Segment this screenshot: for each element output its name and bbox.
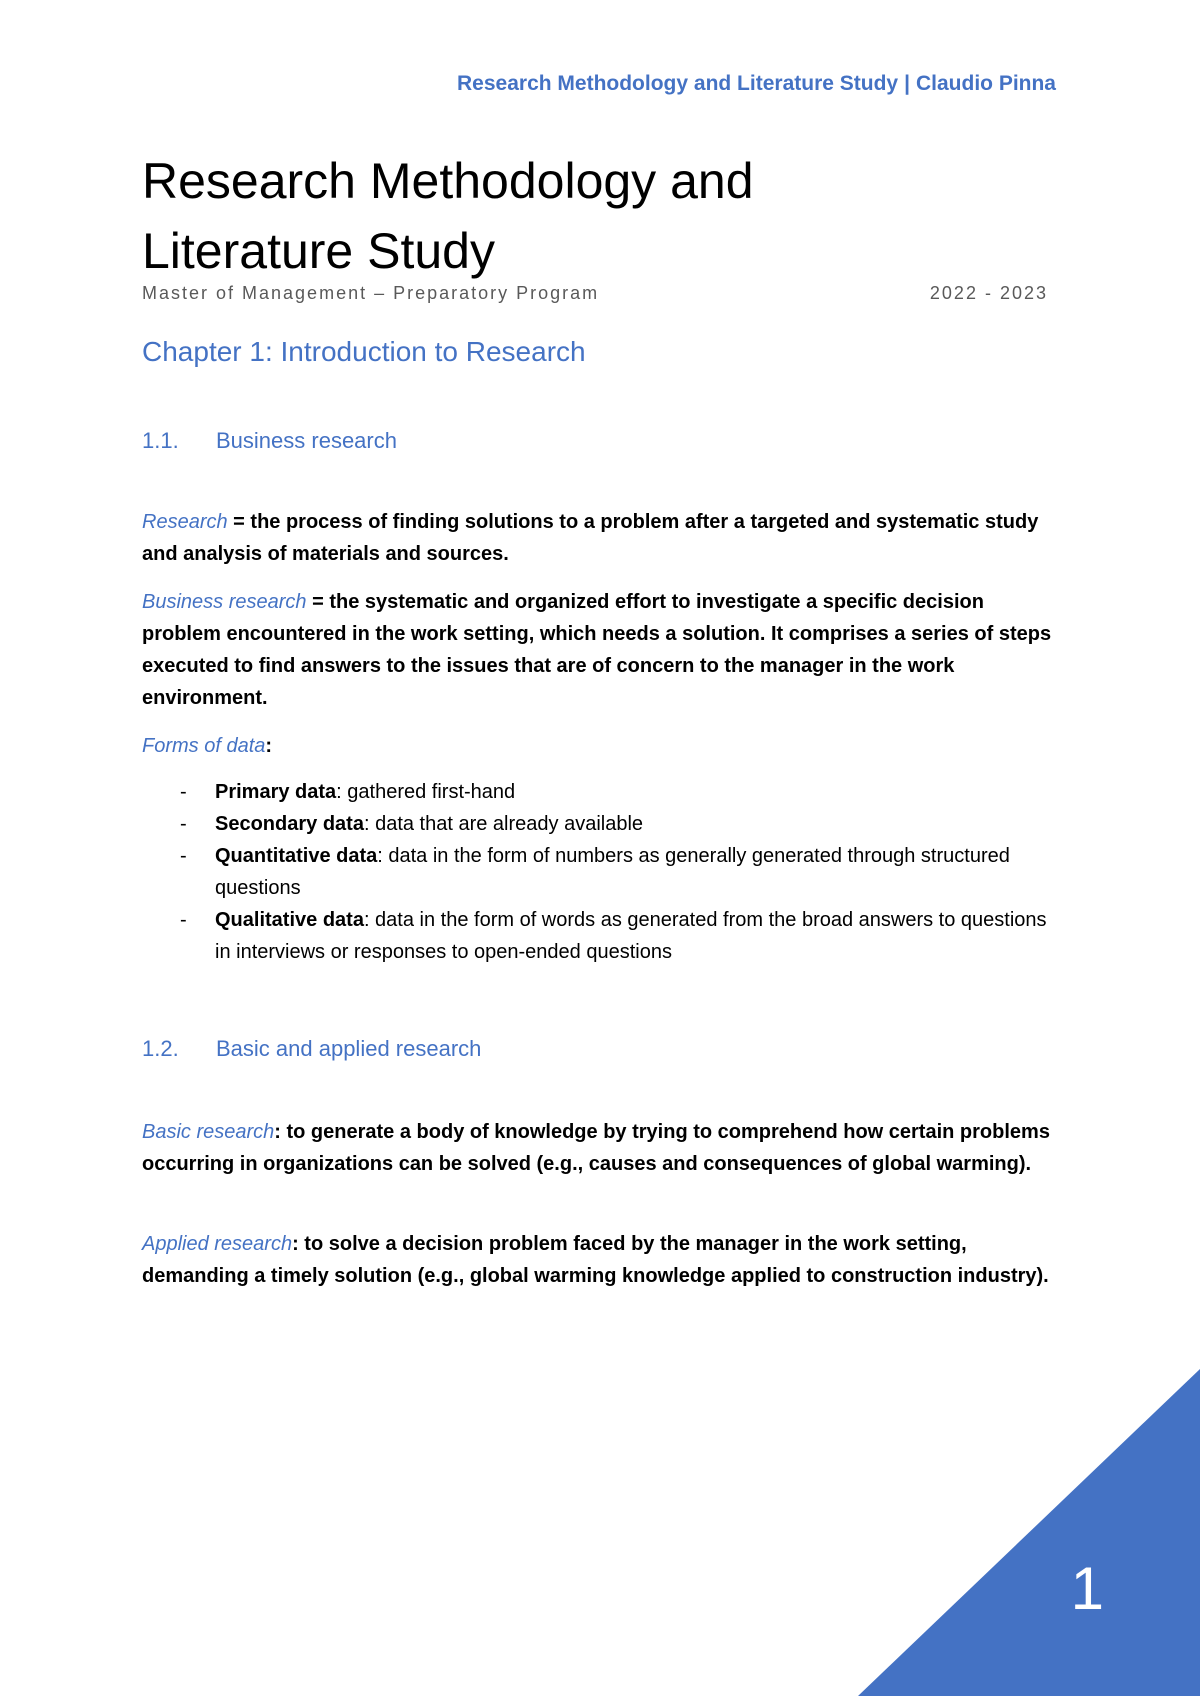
list-dash: - (180, 781, 187, 803)
definition-research (142, 506, 1052, 570)
definition-term: Forms of data (142, 735, 266, 757)
list-dash: - (180, 909, 187, 931)
list-item-description: : data in the form of words as generated from the broad answers to questions in interviews or responses to open-ended questions (215, 909, 1047, 963)
list-dash: - (180, 845, 187, 867)
page-number: 1 (1070, 1555, 1104, 1622)
list-item-description: : gathered first-hand (336, 781, 516, 803)
list-item (142, 776, 1052, 808)
document-title-line-2: Literature Study (142, 223, 495, 279)
definition-term: Basic research (142, 1121, 275, 1143)
definition-text: = the process of finding solutions to a problem after a targeted and systematic study and analysis of materials and sources. (142, 511, 1039, 565)
definition-applied-research (142, 1228, 1052, 1292)
definition-text: : to generate a body of knowledge by trying to comprehend how certain problems occurring in organizations can be solved (e.g., causes and consequences of global warming). (142, 1121, 1050, 1175)
document-title-line-1: Research Methodology and (142, 153, 754, 209)
list-item (142, 904, 1052, 968)
list-item (142, 808, 1052, 840)
subtitle-program: Master of Management – Preparatory Program (142, 283, 600, 303)
chapter-heading: Chapter 1: Introduction to Research (142, 336, 586, 367)
section-heading-basic-applied-research (142, 1036, 481, 1062)
section-title: Basic and applied research (216, 1036, 482, 1061)
header-separator: | (904, 72, 910, 95)
definition-term: Applied research (142, 1233, 293, 1255)
header-course-title: Research Methodology and Literature Study (457, 72, 899, 95)
list-item-label: Primary data (215, 781, 337, 803)
definition-text: : to solve a decision problem faced by the manager in the work setting, demanding a timely solution (e.g., global warming knowledge applied to construction industry). (142, 1233, 1049, 1287)
header-author: Claudio Pinna (915, 72, 1056, 95)
section-number: 1.1. (142, 428, 179, 453)
definition-forms-of-data (142, 730, 1052, 762)
definition-basic-research (142, 1116, 1052, 1180)
list-item-label: Quantitative data (215, 845, 378, 867)
document-subtitle (142, 283, 1048, 304)
forms-of-data-list (142, 776, 1052, 968)
list-dash: - (180, 813, 187, 835)
list-item-label: Qualitative data (215, 909, 364, 931)
list-item (142, 840, 1052, 904)
definition-business-research (142, 586, 1052, 714)
subtitle-years: 2022 - 2023 (929, 283, 1048, 303)
definition-term: Research (142, 511, 228, 533)
running-header (457, 72, 1056, 96)
definition-text: : (265, 735, 273, 757)
section-title: Business research (216, 428, 397, 453)
definition-term: Business research (142, 591, 307, 613)
document-title (142, 146, 862, 286)
list-item-description: : data that are already available (363, 813, 644, 835)
section-heading-business-research (142, 428, 397, 454)
definition-text: = the systematic and organized effort to investigate a specific decision problem encountered in the work setting, which needs a solution. It comprises a series of steps executed to find answers to the issues that are of concern to the manager in the work environment. (142, 591, 1052, 709)
section-number: 1.2. (142, 1036, 179, 1061)
list-item-description: : data in the form of numbers as generally generated through structured questions (215, 845, 1010, 899)
list-item-label: Secondary data (215, 813, 364, 835)
